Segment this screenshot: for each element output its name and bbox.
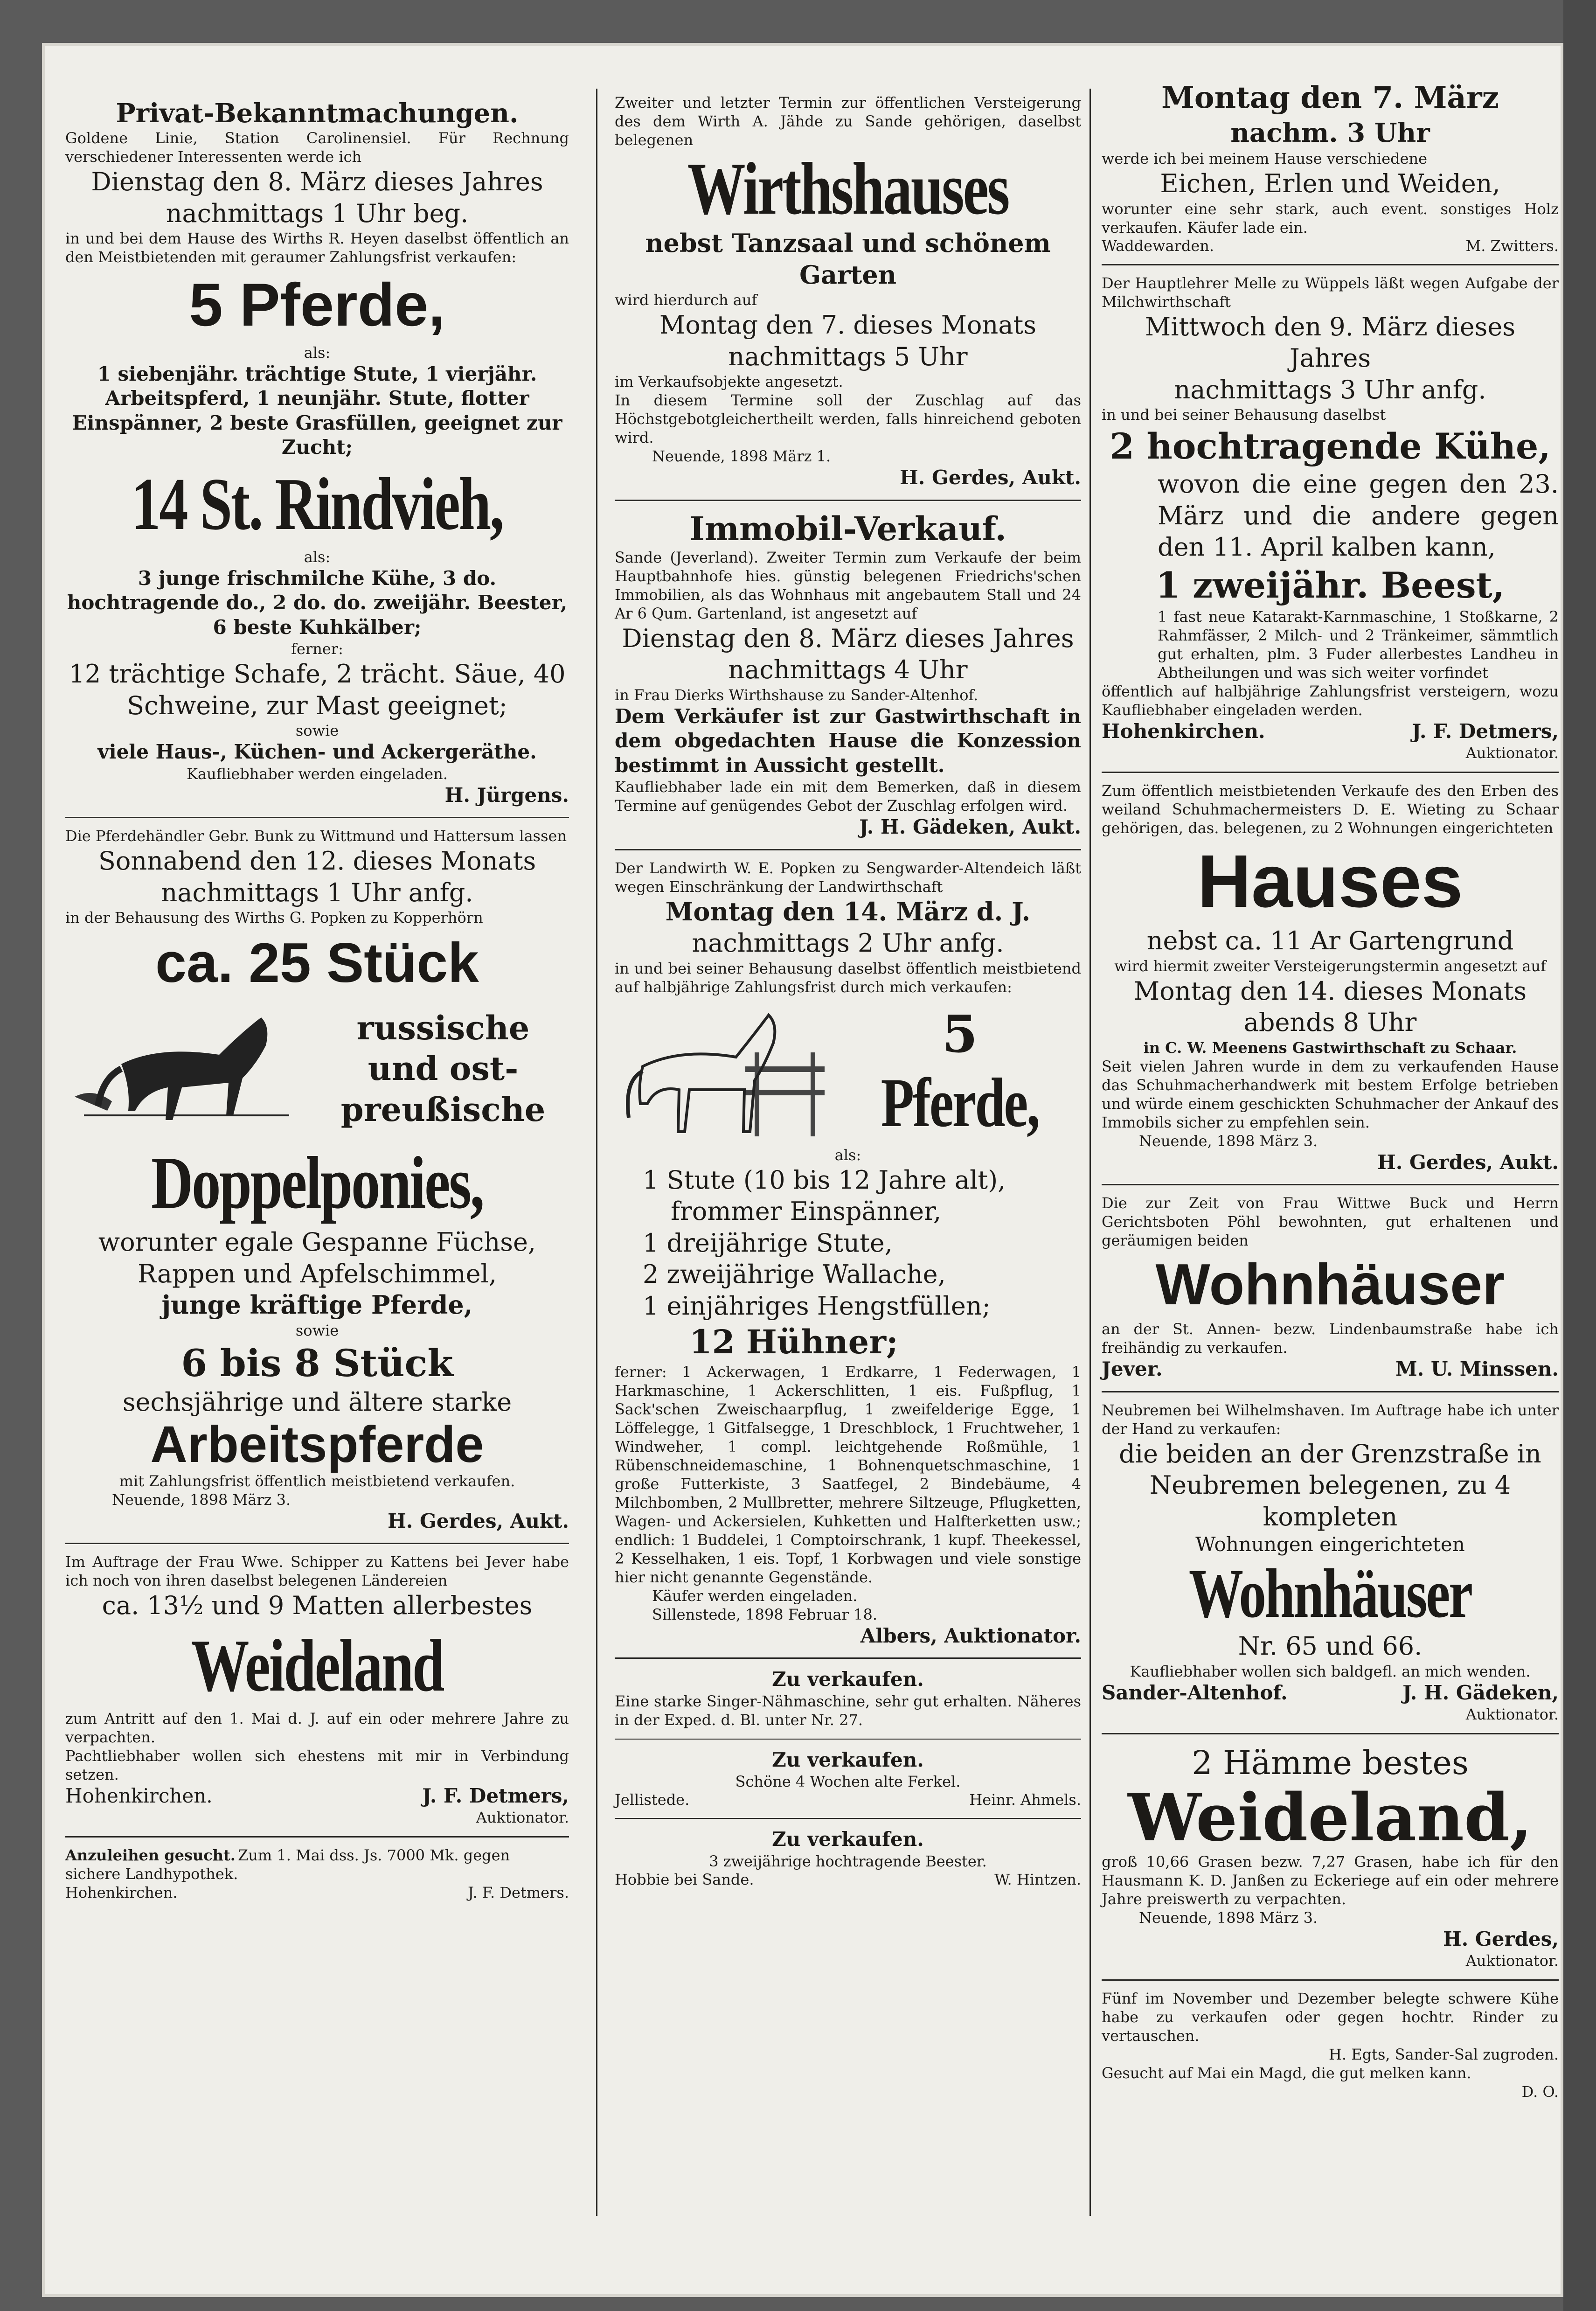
ad-signature: W. Hintzen. [994, 1870, 1081, 1888]
caption-line: und ost- [368, 1049, 519, 1088]
ad-role: Auktionator. [1465, 1952, 1559, 1970]
ad-list-line: frommer Einspänner, [671, 1197, 942, 1226]
ad-divider [1102, 1733, 1559, 1734]
ad-line: die beiden an der Grenzstraße in [1119, 1439, 1541, 1469]
ad-signature: H. Gerdes, [1443, 1927, 1559, 1950]
ad-sowie: sowie [295, 1321, 339, 1339]
ad-intro: Zweiter und letzter Termin zur öffentlichen Versteigerung des dem Wirth A. Jähde zu Sande gehörigen, daselbst belegenen [615, 94, 1081, 149]
ad-list-line: 2 zweijährige Wallache, [643, 1260, 946, 1289]
ad-divider [1102, 772, 1559, 773]
ad-egts [1102, 1989, 1559, 2101]
ad-signature: M. Zwitters. [1465, 237, 1559, 255]
ad-role: Auktionator. [476, 1809, 569, 1826]
ad-line: Wohnungen eingerichteten [1195, 1533, 1465, 1556]
ad-place-date: Sillenstede, 1898 Februar 18. [652, 1605, 877, 1623]
ad-signature: J. F. Detmers. [468, 1884, 569, 1901]
ad-signature: H. Egts, Sander-Sal zugroden. [1329, 2046, 1559, 2064]
ad-schipper [65, 1552, 569, 1827]
ad-numbers: Nr. 65 und 66. [1238, 1631, 1423, 1661]
ad-text: wird hierdurch auf [615, 291, 757, 309]
ad-intro: Die Pferdehändler Gebr. Bunk zu Wittmund und Hattersum lassen [65, 827, 567, 845]
ad-text: worunter egale Gespanne Füchse, Rappen und Apfelschimmel, [98, 1227, 536, 1288]
ad-place-date: Neuende, 1898 März 1. [652, 447, 831, 465]
ad-sign-row [1102, 719, 1559, 744]
ad-text: Zum 1. Mai dss. Js. 7000 Mk. gegen sichere Landhypothek. [65, 1846, 510, 1883]
ad-big-title: Arbeitspferde [150, 1416, 484, 1473]
ad-signature: H. Gerdes, Aukt. [388, 1509, 569, 1532]
ad-text: Sande (Jeverland). Zweiter Termin zum Verkaufe der beim Hauptbahnhofe hies. günstig belegenen Friedrichs'schen Immobilien, als das Wohnhaus mit angebautem Stall und 24 Ar 6 Qum. Gartenland, ist angesetzt auf [615, 548, 1081, 622]
ad-date: Montag den 14. dieses Monats [1133, 976, 1527, 1006]
ad-heading: Zu verkaufen. [772, 1668, 924, 1691]
ad-signature: Heinr. Ahmels. [969, 1791, 1081, 1809]
ad-signature: H. Gerdes, Aukt. [900, 466, 1081, 489]
ad-list-line: 1 einjähriges Hengstfüllen; [643, 1291, 991, 1321]
ad-place: Hohenkirchen. [1102, 719, 1265, 743]
ad-sowie: sowie [295, 722, 339, 739]
ad-place: Jellistede. [615, 1791, 690, 1809]
ad-invite: Kaufliebhaber lade ein mit dem Bemerken, daß in diesem Termine auf genügendes Gebot der Zuschlag erfolgen wird. [615, 778, 1081, 814]
ad-time: nachmittags 1 Uhr anfg. [161, 877, 473, 907]
ad-big-title: Pferde, [881, 1064, 1039, 1142]
ad-sign-row [615, 1791, 1081, 1809]
ad-intro: werde ich bei meinem Hause verschiedene [1102, 150, 1428, 167]
ad-date: Dienstag den 8. März dieses Jahres [622, 623, 1074, 653]
ad-melle [1102, 274, 1559, 763]
ad-signature: H. Gerdes, Aukt. [1377, 1150, 1559, 1174]
ad-big-title: Wohnhäuser [1188, 1554, 1472, 1632]
ad-line: Neubremen belegenen, zu 4 kompleten [1149, 1470, 1511, 1531]
ad-text: 3 zweijährige hochtragende Beester. [709, 1852, 987, 1870]
ad-divider [615, 1657, 1081, 1659]
ad-text: wovon die eine gegen den 23. März und die andere gegen den 11. April kalben kann, [1158, 469, 1559, 562]
ad-place: Sander-Altenhof. [1102, 1681, 1288, 1704]
ad-terms: zum Antritt auf den 1. Mai d. J. auf ein oder mehrere Jahre zu verpachten. [65, 1709, 569, 1746]
ad-divider [615, 500, 1081, 501]
ad-big-title: Eichen, Erlen und Weiden, [1160, 169, 1500, 198]
ad-time: nachmittags 2 Uhr anfg. [692, 928, 1004, 958]
ad-time: nachmittags 3 Uhr anfg. [1174, 375, 1486, 404]
ad-big-title: ca. 25 Stück [155, 932, 479, 994]
ad-place: in und bei seiner Behausung daselbst öffentlich meistbietend auf halbjährige Zahlungsfrist durch mich verkaufen: [615, 959, 1081, 996]
ad-big-title: 1 zweijähr. Beest, [1155, 564, 1505, 606]
ad-text: sechsjährige und ältere starke [122, 1387, 512, 1417]
column-2 [615, 47, 1081, 1898]
ad-signature: M. U. Minssen. [1395, 1357, 1559, 1381]
ad-place: in und bei seiner Behausung daselbst [1102, 406, 1386, 424]
ad-sign-row [1102, 237, 1559, 255]
ad-invite: Kaufliebhaber wollen sich baldgefl. an mich wenden. [1130, 1662, 1531, 1680]
ad-divider [65, 1836, 569, 1838]
ad-neubremen [1102, 1401, 1559, 1724]
ad-text: In diesem Termine soll der Zuschlag auf das Höchstgebotgleichertheilt werden, falls hinreichend geboten wird. [615, 391, 1081, 446]
ad-jahde [615, 93, 1081, 490]
column-1 [65, 47, 569, 1911]
caption-line: russische [356, 1008, 530, 1047]
ad-big-title: Weideland, [1128, 1779, 1533, 1856]
ad-sign-row [65, 1784, 569, 1809]
ad-time: nachm. 3 Uhr [1230, 118, 1430, 148]
ad-beester [615, 1827, 1081, 1888]
ad-big-title: Wohnhäuser [1155, 1253, 1505, 1317]
ad-signature: H. Jürgens. [444, 783, 569, 807]
ad-subtitle: nebst Tanzsaal und schönem Garten [645, 228, 1051, 290]
ad-text: Seit vielen Jahren wurde in dem zu verkaufenden Hause das Schuhmacherhandwerk mit bestem Erfolge betrieben und würde einem geschickten Schuhmacher der Ankauf des Immobils sicher zu empfehlen sein. [1102, 1057, 1559, 1131]
caption-line: preußische [340, 1090, 546, 1129]
ad-intro: Die zur Zeit von Frau Wittwe Buck und Herrn Gerichtsboten Pöhl bewohnten, gut erhaltenen und geräumigen beiden [1102, 1194, 1559, 1249]
ad-intro: Im Auftrage der Frau Wwe. Schipper zu Kattens bei Jever habe ich noch von ihren daselbst belegenen Ländereien [65, 1553, 569, 1589]
ad-ferner: ferner: [291, 640, 343, 658]
ad-place: im Verkaufsobjekte angesetzt. [615, 373, 843, 390]
ad-sign-row [65, 1883, 569, 1902]
ad-role: Auktionator. [1465, 1705, 1559, 1724]
ad-hens: 12 Hühner; [689, 1323, 898, 1361]
column-3 [1102, 47, 1559, 2110]
ad-intro: Zum öffentlich meistbietenden Verkaufe des den Erben des weiland Schuhmachermeisters D. E. Wieting zu Schaar gehörigen, das. belegenen, zu 2 Wohnungen eingerichteten [1102, 782, 1559, 837]
ad-jurgens [65, 98, 569, 807]
ad-text: worunter eine sehr stark, auch event. sonstiges Holz verkaufen. Käufer lade ein. [1102, 200, 1559, 237]
ad-signature: Albers, Auktionator. [860, 1624, 1081, 1647]
ad-text: Schöne 4 Wochen alte Ferkel. [735, 1773, 961, 1790]
ad-divider [615, 1739, 1081, 1740]
ad-date: Sonnabend den 12. dieses Monats [98, 846, 536, 876]
ad-sizes: ca. 13½ und 9 Matten allerbestes [102, 1591, 533, 1620]
ad-wieting [1102, 781, 1559, 1175]
ad-zwitters [1102, 79, 1559, 255]
ad-place: in Frau Dierks Wirthshause zu Sander-Altenhof. [615, 686, 978, 704]
scanner-edge [1563, 0, 1596, 2311]
column-rule [1089, 89, 1091, 2216]
horse-illustration-row [615, 996, 1081, 1146]
ad-list-line: 1 dreijährige Stute, [643, 1228, 893, 1258]
ad-date: Dienstag den 8. März dieses Jahres [91, 167, 543, 196]
ad-text: junge kräftige Pferde, [161, 1290, 473, 1320]
ad-subtitle: nebst ca. 11 Ar Gartengrund [1146, 926, 1514, 955]
ad-initials: D. O. [1521, 2083, 1559, 2101]
ad-items: 1 fast neue Katarakt-Karnmaschine, 1 Stoßkarne, 2 Rahmfässer, 2 Milch- und 2 Tränkeimer, sämmtlich gut erhalten, plm. 3 Fuder allerbestes Landheu in Abtheilungen und was sich weiter vorfindet [1158, 607, 1559, 682]
ad-text: Eine starke Singer-Nähmaschine, sehr gut erhalten. Näheres in der Exped. d. Bl. unter Nr. 27. [615, 1692, 1081, 1729]
ad-invite: Pachtliebhaber wollen sich ehestens mit mir in Verbindung setzen. [65, 1747, 569, 1783]
ad-big-number: 5 [942, 1004, 978, 1064]
ad-immobil [615, 509, 1081, 840]
ad-place-date: Neuende, 1898 März 3. [1139, 1132, 1318, 1150]
ad-text: an der St. Annen- bezw. Lindenbaumstraße habe ich freihändig zu verkaufen. [1102, 1320, 1559, 1357]
ad-time: nachmittags 4 Uhr [728, 655, 968, 684]
ad-place-date: Neuende, 1898 März 3. [1139, 1908, 1318, 1927]
ad-heading: Immobil-Verkauf. [689, 509, 1006, 548]
ad-sewing-machine [615, 1667, 1081, 1729]
ad-horses: 1 siebenjähr. trächtige Stute, 1 vierjähr. Arbeitspferd, 1 neunjähr. Stute, flotter Einspänner, 2 beste Grasfüllen, geeignet zur Zucht; [72, 362, 562, 459]
ad-divider [65, 817, 569, 818]
horse-illustration-row [65, 999, 569, 1139]
ad-big-title: Weideland [191, 1623, 444, 1707]
ad-popken [615, 859, 1081, 1649]
ad-count: 6 bis 8 Stück [181, 1341, 453, 1385]
ad-heading: Anzuleihen gesucht. [65, 1846, 236, 1864]
ad-time: nachmittags 5 Uhr [728, 341, 968, 371]
ad-intro: Goldene Linie, Station Carolinensiel. Für Rechnung verschiedener Interessenten werde ich [65, 129, 569, 166]
ad-heading: Zu verkaufen. [772, 1828, 924, 1851]
ad-items: ferner: 1 Ackerwagen, 1 Erdkarre, 1 Federwagen, 1 Harkmaschine, 1 Ackerschlitten, 1 eis. Fußpflug, 1 Sack'schen Zweischaarpflug, 1 zweifelderige Egge, 1 Löffelegge, 1 Gitfalsegge, 1 Dreschblock, 1 Fruchtweher, 1 Windweher, 1 compl. leichtgehende Roßmühle, 1 Rübenschneidemaschine, 1 Bohnenquetschmaschine, 1 große Futterkiste, 3 Saatfegel, 2 Bindebäume, 4 Milchbomben, 2 Mullbretter, mehrere Siltzeuge, Pflugketten, Wagen- und Ackersielen, Kuhketten und Halfterketten usw.; endlich: 1 Buddelei, 1 Comptoirschrank, 1 kupf. Theekessel, 2 Kesselhaken, 1 eis. Topf, 1 Korbwagen und viele sonstige hier nicht genannte Gegenstände. [615, 1363, 1081, 1586]
ad-divider [615, 849, 1081, 850]
ad-intro: Der Landwirth W. E. Popken zu Sengwarder-Altendeich läßt wegen Einschränkung der Landwirthschaft [615, 859, 1081, 896]
column-rule [596, 89, 597, 2216]
ad-big-title: 5 Pferde, [189, 271, 445, 339]
horse-caption [317, 1008, 569, 1130]
ad-signature: J. H. Gädeken, [1402, 1681, 1559, 1704]
ad-big-title: 2 hochtragende Kühe, [1110, 425, 1551, 467]
ad-tools: viele Haus-, Küchen- und Ackergeräthe. [97, 740, 537, 763]
ad-divider [1102, 1184, 1559, 1185]
ad-invite: Käufer werden eingeladen. [652, 1587, 858, 1605]
ad-signature: J. F. Detmers, [422, 1784, 569, 1807]
ad-date: Montag den 7. März [1161, 80, 1499, 115]
ad-signature: J. F. Detmers, [1412, 719, 1559, 743]
ad-date: Montag den 14. März d. J. [665, 896, 1031, 926]
ad-place: Hohenkirchen. [65, 1884, 178, 1901]
ad-divider [1102, 264, 1559, 265]
ad-text: Fünf im November und Dezember belegte schwere Kühe habe zu verkaufen oder gegen hochtr. Rinder zu vertauschen. [1102, 1990, 1559, 2045]
ad-place: in der Behausung des Wirths G. Popken zu Kopperhörn [65, 909, 483, 926]
ad-loan [65, 1846, 569, 1902]
ad-date: Mittwoch den 9. März dieses Jahres [1145, 312, 1516, 373]
ad-piglets [615, 1748, 1081, 1809]
ad-minssen [1102, 1194, 1559, 1382]
horse-caption [839, 1002, 1081, 1140]
ad-als: als: [834, 1146, 861, 1164]
ad-text: groß 10,66 Grasen bezw. 7,27 Grasen, habe ich für den Hausmann K. D. Janßen zu Eckeriege auf ein oder mehrere Jahre preiswerth zu verpachten. [1102, 1852, 1559, 1908]
ad-text: wird hiermit zweiter Versteigerungstermin angesetzt auf [1114, 957, 1546, 975]
ad-intro: Neubremen bei Wilhelmshaven. Im Auftrage habe ich unter der Hand zu verkaufen: [1102, 1401, 1559, 1438]
ad-terms: öffentlich auf halbjährige Zahlungsfrist versteigern, wozu Kaufliebhaber eingeladen werden. [1102, 682, 1559, 719]
ad-signature: J. H. Gädeken, Aukt. [859, 815, 1081, 838]
ad-place-date: Neuende, 1898 März 3. [112, 1490, 291, 1509]
ad-cattle: 3 junge frischmilchе Kühe, 3 do. hochtragende do., 2 do. do. zweijähr. Beester, 6 beste Kuhkälber; [67, 566, 568, 639]
ad-sheep: 12 trächtige Schafe, 2 trächt. Säue, 40 Schweine, zur Mast geeignet; [69, 659, 566, 720]
ad-place: Waddewarden. [1102, 237, 1214, 255]
ad-list-line: 1 Stute (10 bis 12 Jahre alt), [643, 1165, 1006, 1195]
ad-date: Montag den 7. dieses Monats [659, 310, 1036, 340]
ad-als: als: [304, 343, 331, 362]
ad-place: Hobbie bei Sande. [615, 1870, 754, 1888]
ad-invite: Kaufliebhaber werden eingeladen. [187, 765, 448, 783]
ad-als: als: [304, 548, 331, 566]
ad-bold-text: Dem Verkäufer ist zur Gastwirthschaft in dem obgedachten Hause die Konzession bestimmt in Aussicht gestellt. [615, 704, 1081, 777]
ad-divider [65, 1543, 569, 1544]
ad-wanted: Gesucht auf Mai ein Magd, die gut melken kann. [1102, 2064, 1471, 2082]
ad-place: in C. W. Meenens Gastwirthschaft zu Schaar. [1143, 1038, 1517, 1057]
horse-illustration [65, 999, 308, 1139]
ad-bunk [65, 827, 569, 1533]
ad-big-title: 14 St. Rindvieh, [131, 462, 503, 545]
ad-janssen [1102, 1743, 1559, 1970]
ad-time: nachmittags 1 Uhr beg. [166, 198, 469, 228]
ad-divider [615, 1818, 1081, 1819]
ad-pre: 2 Hämme bestes [1192, 1744, 1469, 1782]
ad-big-title: Doppelponies, [151, 1141, 483, 1224]
ad-time: abends 8 Uhr [1243, 1008, 1417, 1037]
ad-terms: mit Zahlungsfrist öffentlich meistbietend verkaufen. [119, 1472, 515, 1490]
ad-big-title: Wirthshauses [687, 147, 1009, 230]
ad-intro: Der Hauptlehrer Melle zu Wüppels läßt wegen Aufgabe der Milchwirthschaft [1102, 274, 1559, 311]
section-heading: Privat-Bekanntmachungen. [116, 98, 519, 129]
ad-place: Jever. [1102, 1357, 1163, 1381]
ad-place: Hohenkirchen. [65, 1784, 213, 1807]
ad-divider [1102, 1391, 1559, 1392]
ad-sign-row [1102, 1681, 1559, 1705]
ad-big-title: Hauses [1197, 839, 1463, 923]
ad-heading: Zu verkaufen. [772, 1748, 924, 1771]
ad-sign-row [615, 1871, 1081, 1888]
horse-illustration [615, 996, 829, 1146]
ad-sign-row [1102, 1357, 1559, 1382]
ad-divider [1102, 1979, 1559, 1981]
ad-place: in und bei dem Hause des Wirths R. Heyen daselbst öffentlich an den Meistbietenden mit geraumer Zahlungsfrist verkaufen: [65, 230, 569, 266]
ad-role: Auktionator. [1465, 744, 1559, 762]
